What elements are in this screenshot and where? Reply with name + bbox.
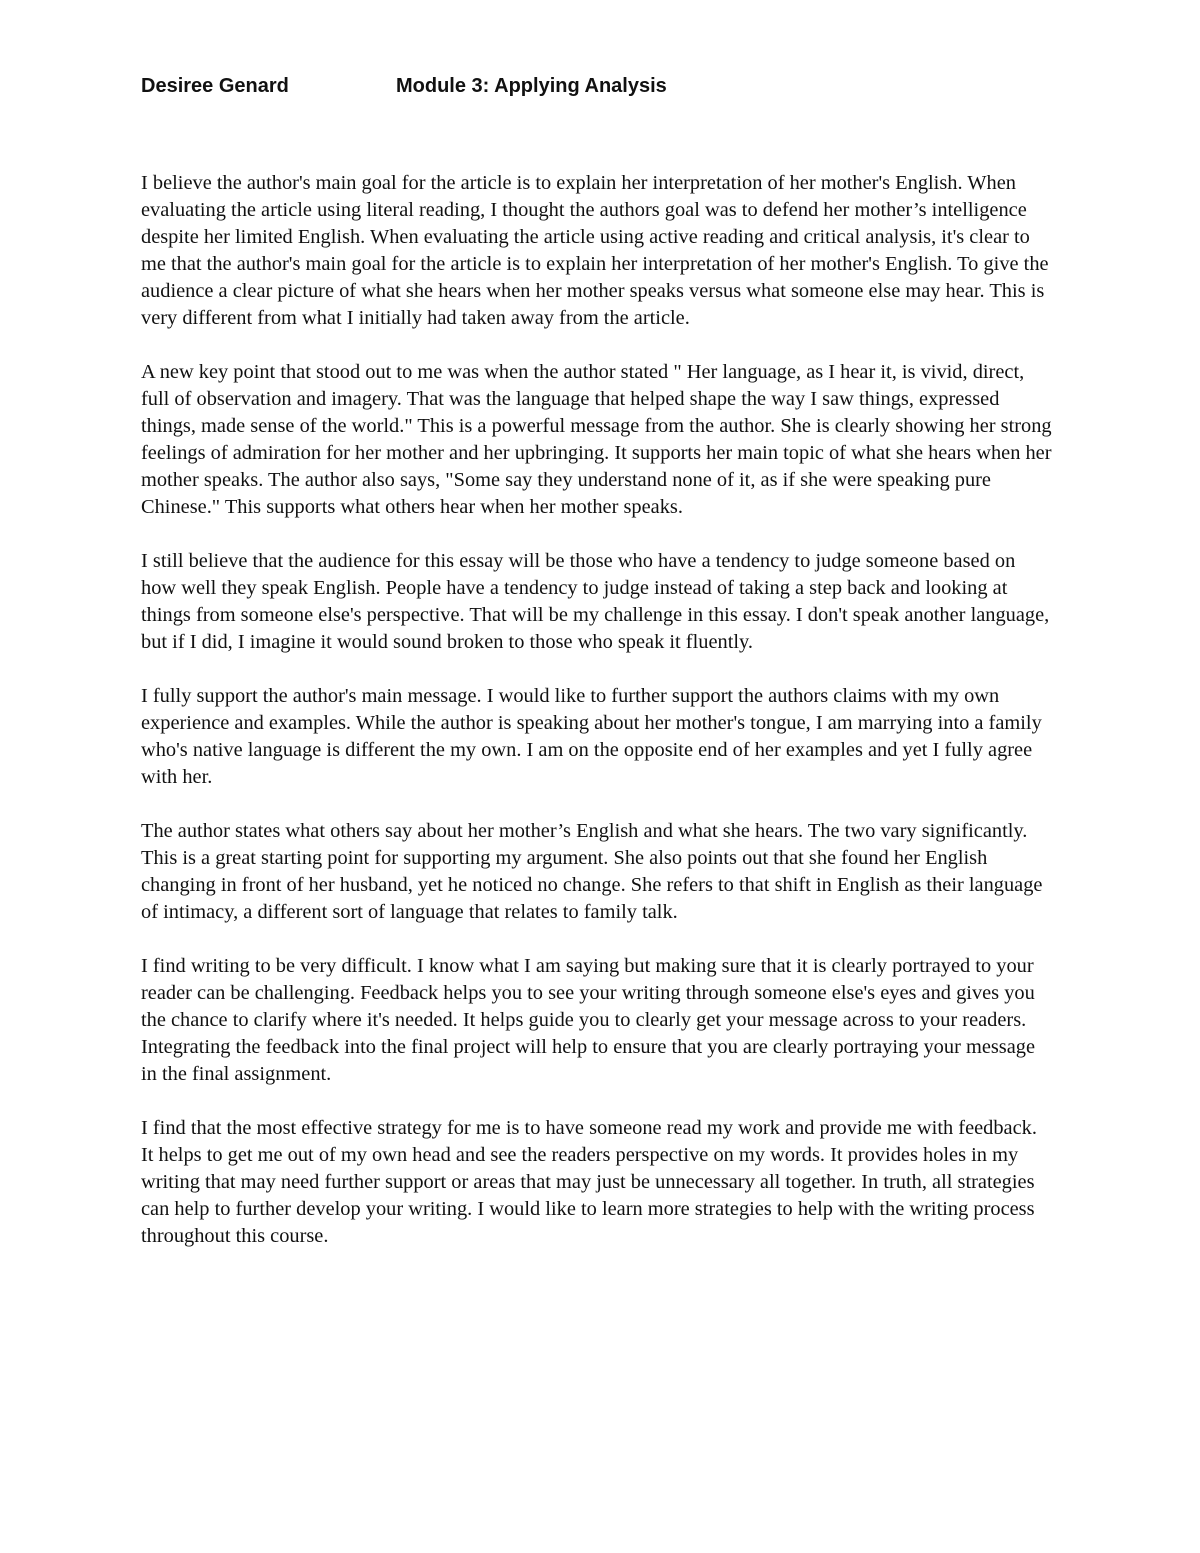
- paragraph: I find writing to be very difficult. I know what I am saying but making sure that it is clearly portrayed to your reader can be challenging. Feedback helps you to see your writing through someone else's eyes and gives you the chance to clarify where it's needed. It helps guide you to clearly get your message across to your readers. Integrating the feedback into the final project will help to ensure that you are clearly portraying your message in the final assignment.: [141, 955, 1036, 1085]
- assignment-title: Module 3: Applying Analysis: [396, 75, 667, 97]
- paragraph: I believe the author's main goal for the article is to explain her interpretation of her mother's English. When evaluating the article using literal reading, I thought the authors goal was to defend her mother’s intelligence despite her limited English. When evaluating the article using active reading and critical analysis, it's clear to me that the author's main goal for the article is to explain her interpretation of her mother's English. To give the audience a clear picture of what she hears when her mother speaks versus what someone else may hear. This is very different from what I initially had taken away from the article.: [141, 172, 1049, 329]
- paragraph: I fully support the author's main message. I would like to further support the authors claims with my own experience and examples. While the author is speaking about her mother's tongue, I am marrying into a family who's native language is different the my own. I am on the opposite end of her examples and yet I fully agree with her.: [141, 685, 1042, 788]
- document-header: [141, 71, 1061, 101]
- author-name: Desiree Genard: [141, 75, 289, 97]
- document-body: [141, 170, 1053, 1277]
- paragraph: I still believe that the audience for this essay will be those who have a tendency to judge someone based on how well they speak English. People have a tendency to judge instead of taking a step back and looking at things from someone else's perspective. That will be my challenge in this essay. I don't speak another language, but if I did, I imagine it would sound broken to those who speak it fluently.: [141, 550, 1050, 653]
- paragraph: The author states what others say about her mother’s English and what she hears. The two vary significantly. This is a great starting point for supporting my argument. She also points out that she found her English changing in front of her husband, yet he noticed no change. She refers to that shift in English as their language of intimacy, a different sort of language that relates to family talk.: [141, 820, 1043, 923]
- paragraph: I find that the most effective strategy for me is to have someone read my work and provide me with feedback. It helps to get me out of my own head and see the readers perspective on my words. It provides holes in my writing that may need further support or areas that may just be unnecessary all together. In truth, all strategies can help to further develop your writing. I would like to learn more strategies to help with the writing process throughout this course.: [141, 1117, 1037, 1247]
- paragraph: A new key point that stood out to me was when the author stated " Her language, as I hear it, is vivid, direct, full of observation and imagery. That was the language that helped shape the way I saw things, expressed things, made sense of the world." This is a powerful message from the author. She is clearly showing her strong feelings of admiration for her mother and her upbringing. It supports her main topic of what she hears when her mother speaks. The author also says, "Some say they understand none of it, as if she were speaking pure Chinese." This supports what others hear when her mother speaks.: [141, 361, 1052, 518]
